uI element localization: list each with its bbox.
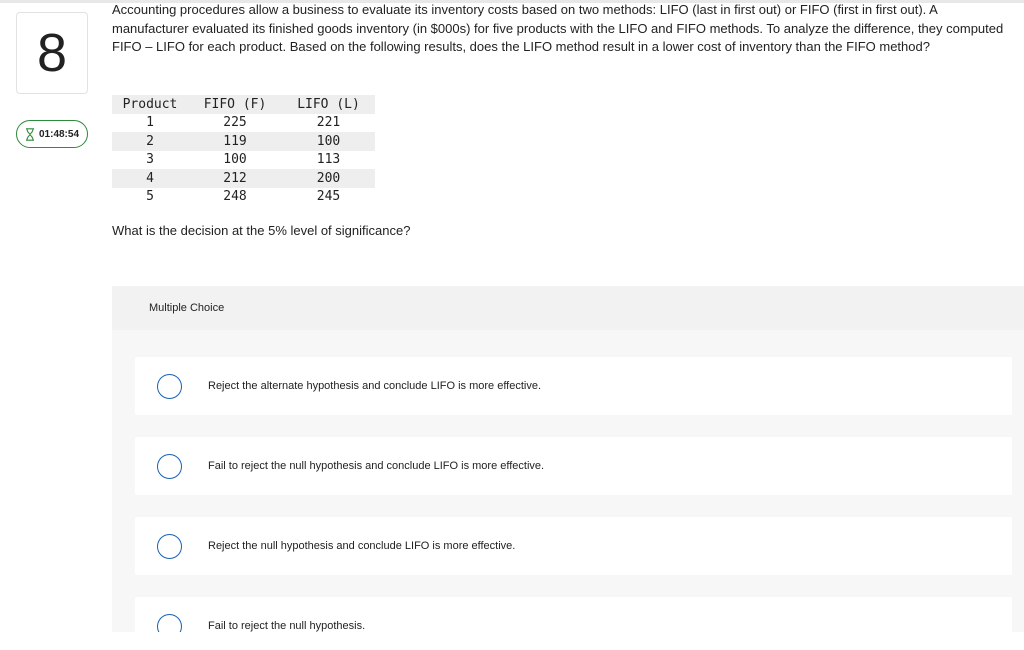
table-header: FIFO (F) <box>188 95 282 114</box>
table-cell: 119 <box>188 132 282 151</box>
table-cell: 113 <box>316 152 341 168</box>
table-row <box>112 188 375 207</box>
radio-button[interactable] <box>157 614 182 633</box>
option-2[interactable] <box>135 437 1012 495</box>
table-cell: 100 <box>223 152 247 168</box>
radio-button[interactable] <box>157 534 182 559</box>
multiple-choice-label: Multiple Choice <box>149 302 225 314</box>
table-cell: 212 <box>188 169 282 188</box>
table-cell: 100 <box>282 132 375 151</box>
option-3[interactable] <box>135 517 1012 575</box>
table-cell: 225 <box>223 115 247 131</box>
table-header-row <box>112 95 375 114</box>
table-cell: 200 <box>282 169 375 188</box>
table-cell: 3 <box>146 152 154 168</box>
radio-button[interactable] <box>157 454 182 479</box>
decision-question: What is the decision at the 5% level of significance? <box>112 223 411 238</box>
table-row <box>112 151 375 170</box>
table-cell: 4 <box>112 169 188 188</box>
option-4[interactable] <box>135 597 1012 632</box>
multiple-choice-header <box>112 286 1024 330</box>
table-cell: 245 <box>316 189 341 205</box>
hourglass-icon <box>25 128 35 141</box>
table-cell: 221 <box>316 115 341 131</box>
question-text: Accounting procedures allow a business to evaluate its inventory costs based on two methods: LIFO (last in first out) or FIFO (first in first out). A manufacturer evaluated its finished goods inventory (in $000s) for five products with the LIFO and FIFO methods. To analyze the difference, they computed FIFO – LIFO for each product. Based on the following results, does the LIFO method result in a lower cost of inventory than the FIFO method? <box>112 2 1004 54</box>
table-row <box>112 169 375 188</box>
option-label: Fail to reject the null hypothesis and conclude LIFO is more effective. <box>208 460 545 472</box>
table-row <box>112 132 375 151</box>
table-row <box>112 114 375 133</box>
table-header: LIFO (L) <box>282 95 375 114</box>
question-number: 8 <box>16 12 88 94</box>
table-cell: 248 <box>223 189 247 205</box>
table-cell: 1 <box>146 115 154 131</box>
option-1[interactable] <box>135 357 1012 415</box>
options-area <box>112 330 1024 632</box>
option-label: Reject the null hypothesis and conclude LIFO is more effective. <box>208 540 516 552</box>
table-cell: 2 <box>112 132 188 151</box>
radio-button[interactable] <box>157 374 182 399</box>
data-table <box>112 95 375 206</box>
option-label: Fail to reject the null hypothesis. <box>208 620 366 632</box>
table-header: Product <box>112 95 188 114</box>
timer-text: 01:48:54 <box>38 128 80 140</box>
option-label: Reject the alternate hypothesis and conclude LIFO is more effective. <box>208 380 542 392</box>
table-cell: 5 <box>146 189 154 205</box>
timer-badge <box>16 120 88 148</box>
